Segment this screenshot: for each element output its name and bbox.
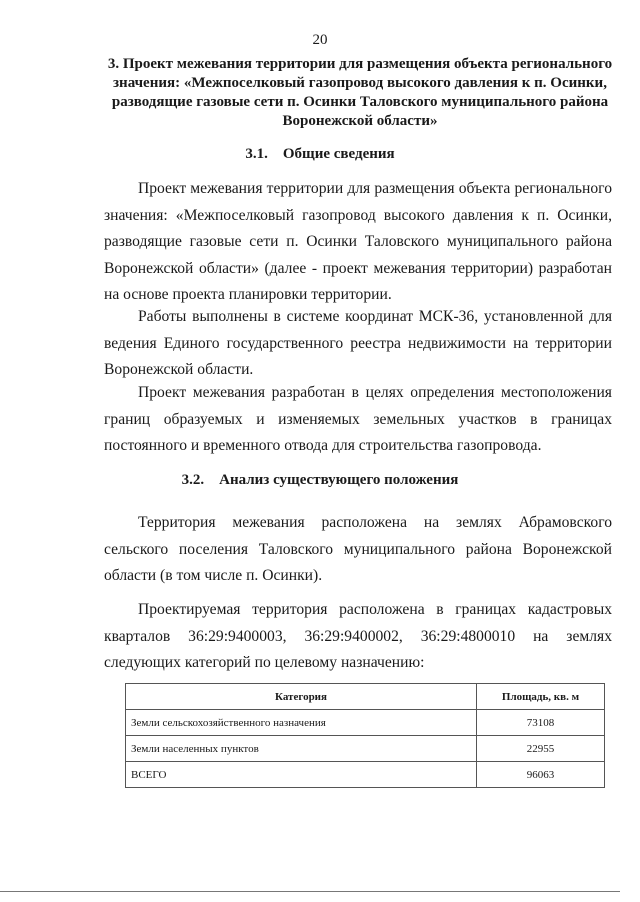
table-row	[126, 736, 605, 762]
land-category-table	[125, 683, 605, 788]
table-header-row	[126, 684, 605, 710]
paragraph: Проектируемая территория расположена в границах кадастровых кварталов 36:29:9400003, 36:29:9400002, 36:29:4800010 на землях следующих категорий по целевому назначению:	[104, 601, 612, 671]
section-heading-general	[0, 146, 640, 163]
section-number: 3.1.	[245, 146, 268, 162]
section-number: 3.2.	[181, 472, 205, 488]
column-header-category: Категория	[126, 684, 477, 710]
area-cell: 73108	[477, 710, 605, 736]
paragraph: Проект межевания территории для размещения объекта регионального значения: «Межпоселковый газопровод высокого давления к п. Осинки, разводящие газовые сети п. Осинки Таловского муниципального района Воронежской области» (далее - проект межевания территории) разработан на основе проекта планировки территории.	[104, 180, 612, 303]
table-row-total	[126, 762, 605, 788]
category-cell: Земли населенных пунктов	[126, 736, 477, 762]
bottom-divider	[0, 891, 620, 892]
column-header-area: Площадь, кв. м	[477, 684, 605, 710]
table-row	[126, 710, 605, 736]
paragraph: Территория межевания расположена на землях Абрамовского сельского поселения Таловского муниципального района Воронежской области (в том числе п. Осинки).	[104, 514, 612, 584]
area-cell: 22955	[477, 736, 605, 762]
paragraph: Проект межевания разработан в целях определения местоположения границ образуемых и изменяемых земельных участков в границах постоянного и временного отвода для строительства газопровода.	[104, 384, 612, 454]
paragraph: Работы выполнены в системе координат МСК-36, установленной для ведения Единого государственного реестра недвижимости на территории Воронежской области.	[104, 308, 612, 378]
category-cell: ВСЕГО	[126, 762, 477, 788]
area-cell: 96063	[477, 762, 605, 788]
section-heading-analysis	[0, 472, 640, 489]
chapter-title: 3. Проект межевания территории для размещения объекта регионального значения: «Межпоселковый газопровод высокого давления к п. Осинки, разводящие газовые сети п. Осинки Таловского муниципального района Воронежской области»	[107, 56, 613, 129]
page-number: 20	[312, 32, 328, 48]
category-cell: Земли сельскохозяйственного назначения	[126, 710, 477, 736]
section-title: Общие сведения	[282, 146, 395, 162]
section-title: Анализ существующего положения	[219, 472, 459, 488]
